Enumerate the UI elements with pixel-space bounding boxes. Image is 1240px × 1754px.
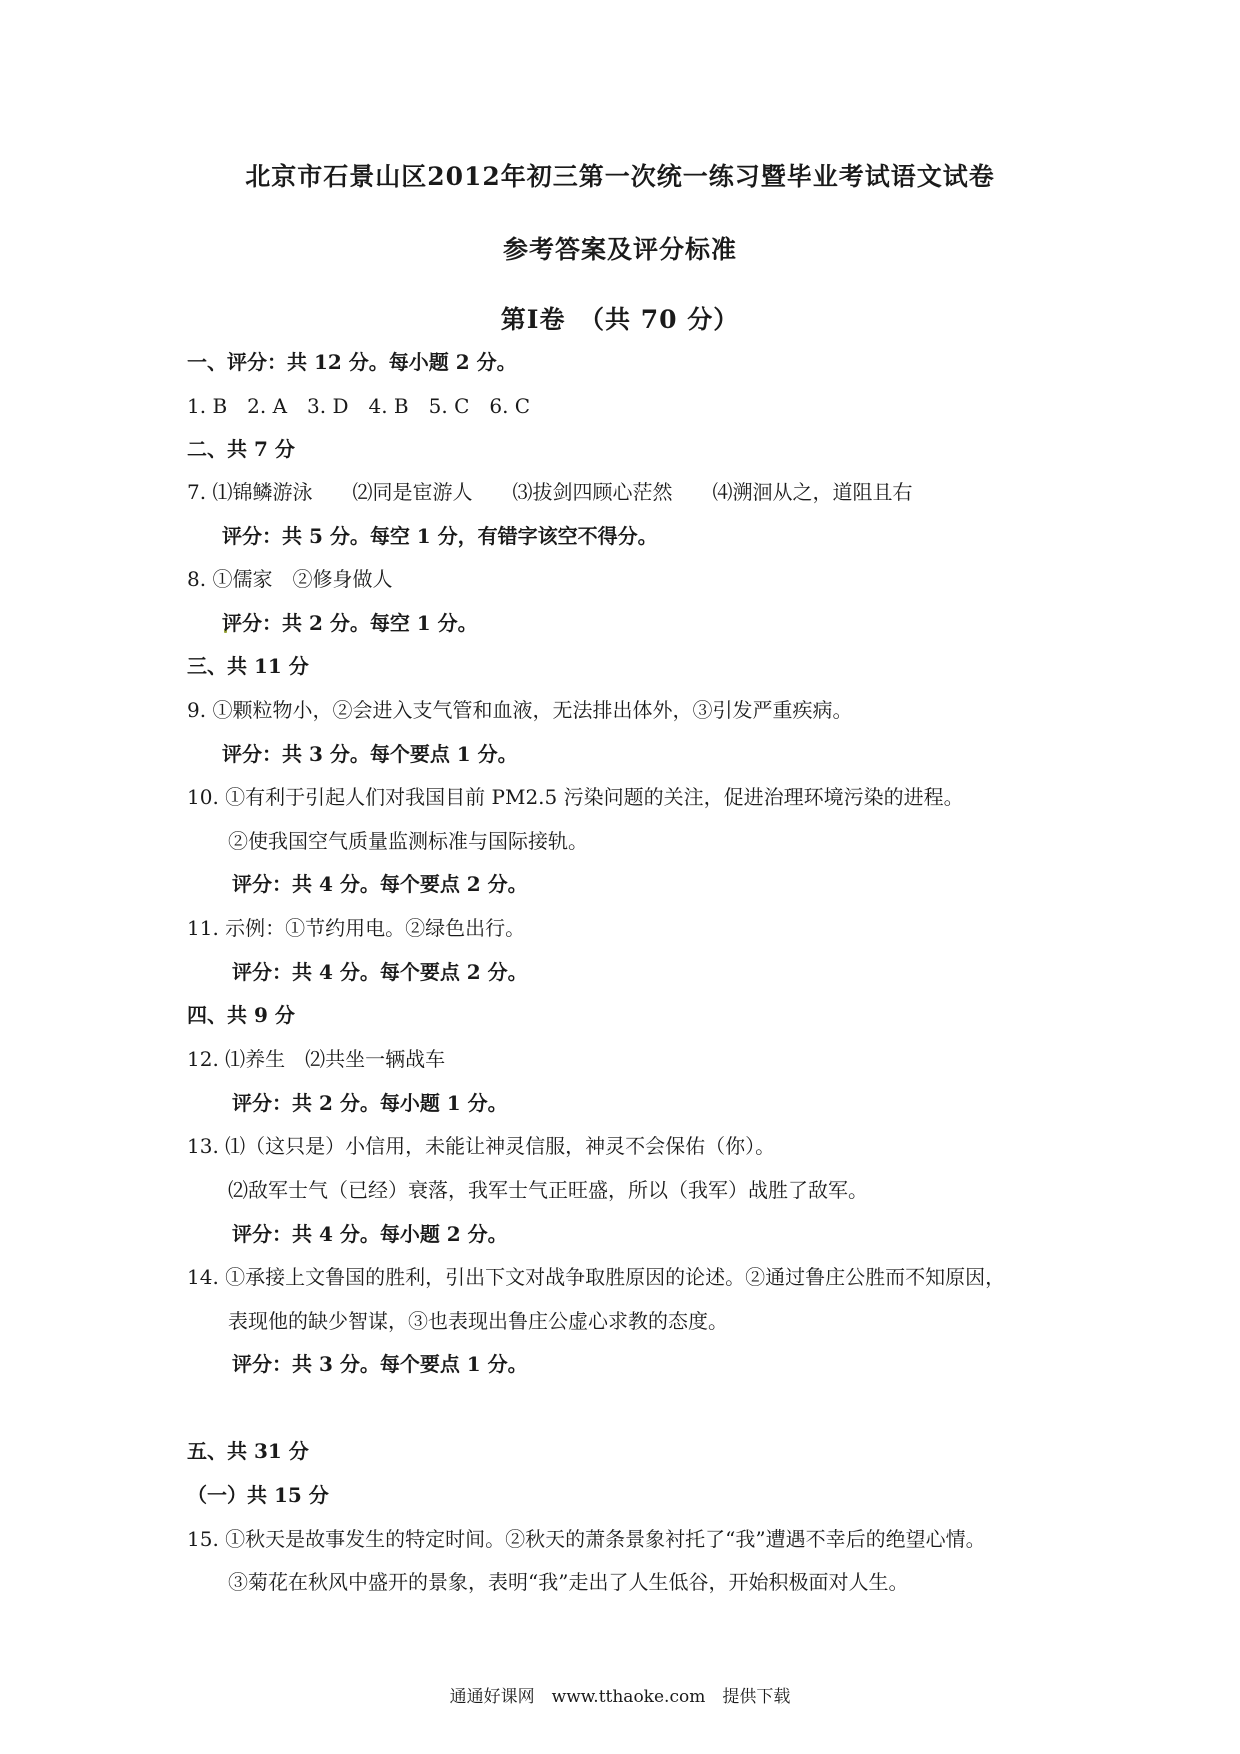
question-7-scoring: 评分：共 5 分。每空 1 分，有错字该空不得分。 [222, 524, 658, 548]
question-11-scoring: 评分：共 4 分。每个要点 2 分。 [232, 960, 528, 984]
question-9-scoring: 评分：共 3 分。每个要点 1 分。 [222, 742, 518, 766]
question-9-answer: 9. ①颗粒物小，②会进入支气管和血液，无法排出体外，③引发严重疾病。 [187, 698, 853, 722]
question-14-answer-1: 14. ①承接上文鲁国的胜利，引出下文对战争取胜原因的论述。②通过鲁庄公胜而不知原因， [187, 1265, 1006, 1289]
question-12-answer: 12. ⑴养生 ⑵共坐一辆战车 [187, 1047, 446, 1071]
question-8-answer: 8. ①儒家 ②修身做人 [187, 567, 393, 591]
question-14-answer-2: 表现他的缺少智谋，③也表现出鲁庄公虚心求教的态度。 [228, 1309, 728, 1333]
question-7-answer: 7. ⑴锦鳞游泳 ⑵同是宦游人 ⑶拔剑四顾心茫然 ⑷溯洄从之，道阻且右 [187, 480, 913, 504]
question-15-answer-1: 15. ①秋天是故事发生的特定时间。②秋天的萧条景象衬托了“我”遭遇不幸后的绝望心情。 [187, 1527, 986, 1551]
section-4-heading: 四、共 9 分 [187, 1003, 295, 1027]
section-1-answers: 1. B 2. A 3. D 4. B 5. C 6. C [187, 394, 531, 418]
section-5-heading: 五、共 31 分 [187, 1439, 309, 1463]
question-10-answer-1: 10. ①有利于引起人们对我国目前 PM2.5 污染问题的关注，促进治理环境污染的进程。 [187, 785, 964, 809]
question-15-answer-2: ③菊花在秋风中盛开的景象，表明“我”走出了人生低谷，开始积极面对人生。 [228, 1570, 909, 1594]
page-footer: 通通好课网 www.tthaoke.com 提供下载 [449, 1687, 791, 1707]
question-8-scoring: 评分：共 2 分。每空 1 分。 [222, 611, 478, 635]
section-1-heading: 一、评分：共 12 分。每小题 2 分。 [187, 350, 517, 374]
question-13-answer-2: ⑵敌军士气（已经）衰落，我军士气正旺盛，所以（我军）战胜了敌军。 [228, 1178, 868, 1202]
section-3-heading: 三、共 11 分 [187, 654, 309, 678]
document-title: 北京市石景山区2012年初三第一次统一练习暨毕业考试语文试卷 [245, 162, 995, 191]
question-10-answer-2: ②使我国空气质量监测标准与国际接轨。 [228, 829, 588, 853]
part-heading: 第Ⅰ卷 （共 70 分） [500, 305, 740, 334]
question-13-scoring: 评分：共 4 分。每小题 2 分。 [232, 1222, 508, 1246]
document-subtitle: 参考答案及评分标准 [502, 235, 737, 264]
section-5-subheading: （一）共 15 分 [187, 1483, 329, 1507]
question-11-answer: 11. 示例：①节约用电。②绿色出行。 [187, 916, 526, 940]
section-2-heading: 二、共 7 分 [187, 437, 295, 461]
question-14-scoring: 评分：共 3 分。每个要点 1 分。 [232, 1352, 528, 1376]
question-13-answer-1: 13. ⑴（这只是）小信用，未能让神灵信服，神灵不会保佑（你）。 [187, 1134, 776, 1158]
question-12-scoring: 评分：共 2 分。每小题 1 分。 [232, 1091, 508, 1115]
question-10-scoring: 评分：共 4 分。每个要点 2 分。 [232, 872, 528, 896]
